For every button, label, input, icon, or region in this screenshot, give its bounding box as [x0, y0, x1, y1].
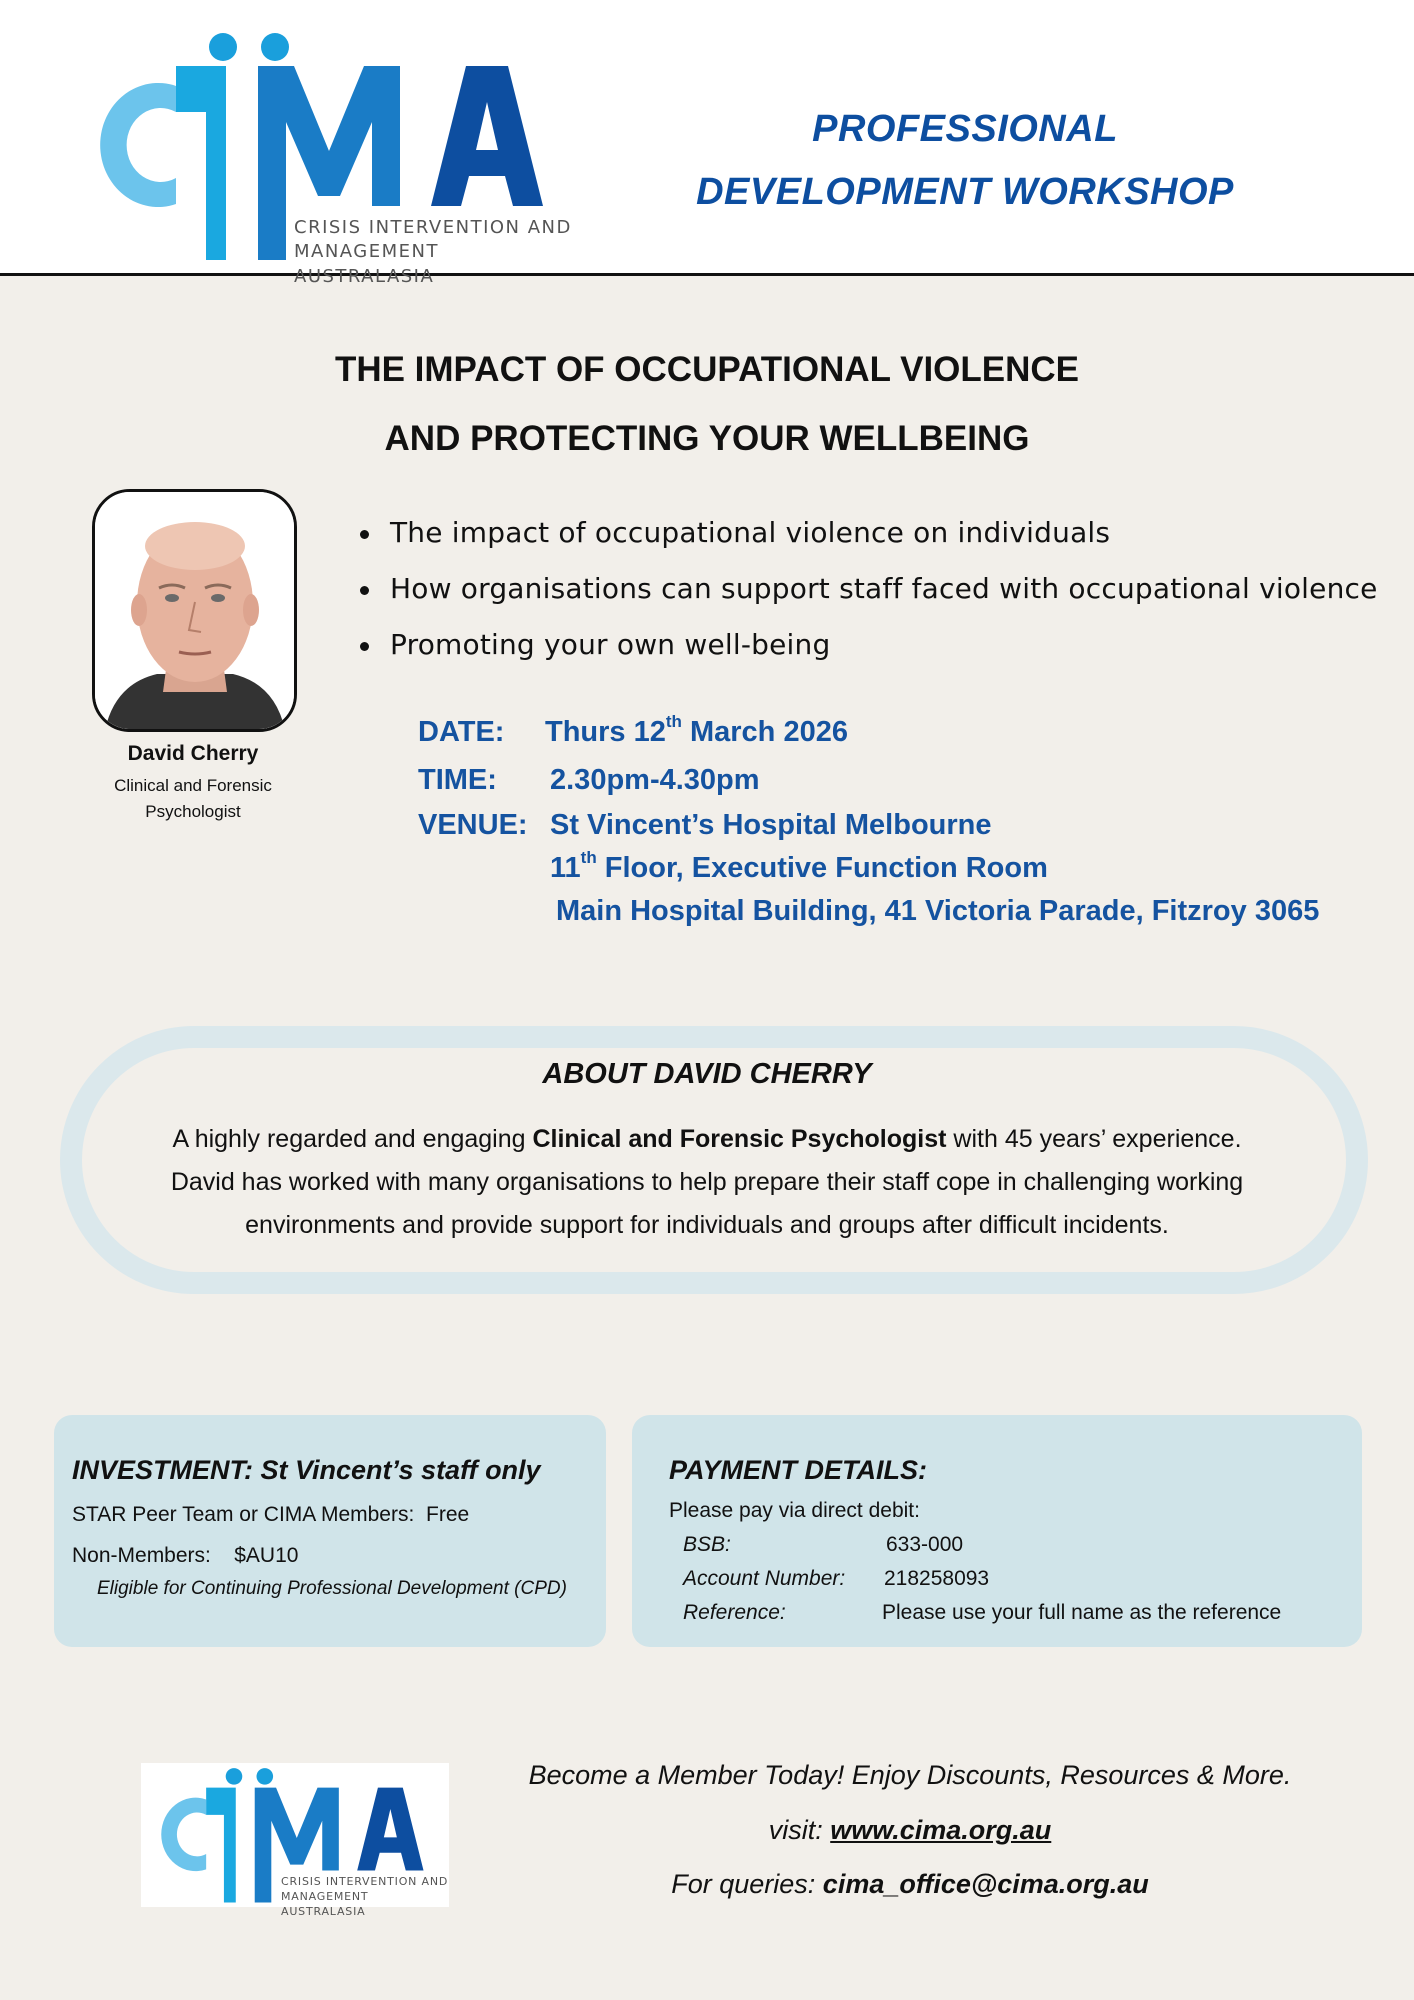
payment-intro: Please pay via direct debit: [669, 1499, 920, 1522]
nonmembers-value: $AU10 [234, 1544, 299, 1567]
bsb-label: BSB: [683, 1533, 731, 1556]
about-line2: David has worked with many organisations to help prepare their staff cope in challenging working [170, 1168, 1244, 1196]
logo-subtitle-line2: MANAGEMENT AUSTRALASIA [294, 241, 439, 287]
about-line3: environments and provide support for individuals and groups after difficult incidents. [245, 1211, 1169, 1239]
cima-logo [66, 26, 586, 287]
about-line1-bold: Clinical and Forensic Psychologist [532, 1125, 947, 1153]
date-day: Thurs 12 [545, 716, 666, 748]
list-item: Promoting your own well-being [360, 617, 1400, 673]
bsb-value: 633-000 [886, 1533, 964, 1556]
footer-logo-subtitle [281, 1875, 449, 1920]
workshop-banner [640, 98, 1290, 224]
nonmembers-price [72, 1544, 298, 1568]
speaker-role [92, 773, 294, 825]
page-title [0, 335, 1414, 473]
venue-line2 [550, 848, 1048, 885]
about-line1-end: with 45 years’ experience. [946, 1125, 1242, 1153]
title-line1: THE IMPACT OF OCCUPATIONAL VIOLENCE [334, 350, 1080, 389]
topics-list [360, 505, 1400, 673]
list-item: How organisations can support staff faced with occupational violence [360, 561, 1400, 617]
about-title: ABOUT DAVID CHERRY [542, 1058, 872, 1090]
nonmembers-label: Non-Members: [72, 1544, 211, 1567]
footer-logo-subtitle-line1: CRISIS INTERVENTION AND [281, 1875, 449, 1888]
payment-card [632, 1415, 1362, 1647]
website-link[interactable]: www.cima.org.au [830, 1815, 1052, 1845]
venue-label: VENUE: [418, 809, 528, 841]
membership-promo: Become a Member Today! Enjoy Discounts, Resources & More. [528, 1760, 1292, 1790]
venue-line3: Main Hospital Building, 41 Victoria Parade, Fitzroy 3065 [556, 895, 1320, 927]
speaker-role-line2: Psychologist [145, 802, 241, 821]
members-value: Free [426, 1503, 470, 1526]
queries-label: For queries: [671, 1869, 823, 1899]
footer-logo-subtitle-line2: MANAGEMENT AUSTRALASIA [281, 1889, 369, 1918]
date-value [545, 712, 848, 749]
date-month-year: March 2026 [681, 716, 848, 748]
venue-floor-room: Floor, Executive Function Room [596, 852, 1048, 884]
reference-label: Reference: [683, 1601, 786, 1624]
venue-line1: St Vincent’s Hospital Melbourne [550, 809, 992, 841]
speaker-role-line1: Clinical and Forensic [114, 776, 272, 795]
members-price [72, 1503, 469, 1527]
footer-cima-logo [141, 1763, 449, 1918]
date-label: DATE: [418, 716, 505, 748]
account-value: 218258093 [884, 1567, 990, 1590]
cpd-note: Eligible for Continuing Professional Development (CPD) [97, 1578, 567, 1599]
list-item: The impact of occupational violence on individuals [360, 505, 1400, 561]
title-line2: AND PROTECTING YOUR WELLBEING [384, 419, 1030, 458]
members-label: STAR Peer Team or CIMA Members: [72, 1503, 415, 1526]
visit-label: visit: [768, 1815, 831, 1845]
about-line1 [120, 1118, 1294, 1161]
time-label: TIME: [418, 764, 497, 796]
date-suffix: th [665, 712, 682, 731]
banner-line2: DEVELOPMENT WORKSHOP [696, 171, 1234, 213]
payment-title: PAYMENT DETAILS: [669, 1455, 927, 1485]
venue-floor-number: 11 [550, 852, 581, 884]
venue-floor-suffix: th [580, 848, 597, 867]
investment-title: INVESTMENT: St Vincent’s staff only [72, 1455, 541, 1485]
website-line [460, 1815, 1360, 1846]
logo-subtitle-line1: CRISIS INTERVENTION AND [294, 217, 572, 238]
investment-card [54, 1415, 606, 1647]
email-link[interactable]: cima_office@cima.org.au [822, 1869, 1149, 1899]
queries-line [460, 1869, 1360, 1900]
about-text [120, 1118, 1294, 1247]
speaker-portrait-image [95, 492, 295, 730]
reference-value: Please use your full name as the reference [882, 1601, 1282, 1624]
header [0, 0, 1414, 287]
banner-line1: PROFESSIONAL [812, 108, 1118, 150]
account-label: Account Number: [683, 1567, 846, 1590]
speaker-name: David Cherry [127, 742, 259, 765]
speaker-photo [92, 489, 297, 732]
logo-subtitle [294, 216, 586, 289]
about-line1-start: A highly regarded and engaging [172, 1125, 533, 1153]
time-value: 2.30pm-4.30pm [550, 764, 760, 796]
